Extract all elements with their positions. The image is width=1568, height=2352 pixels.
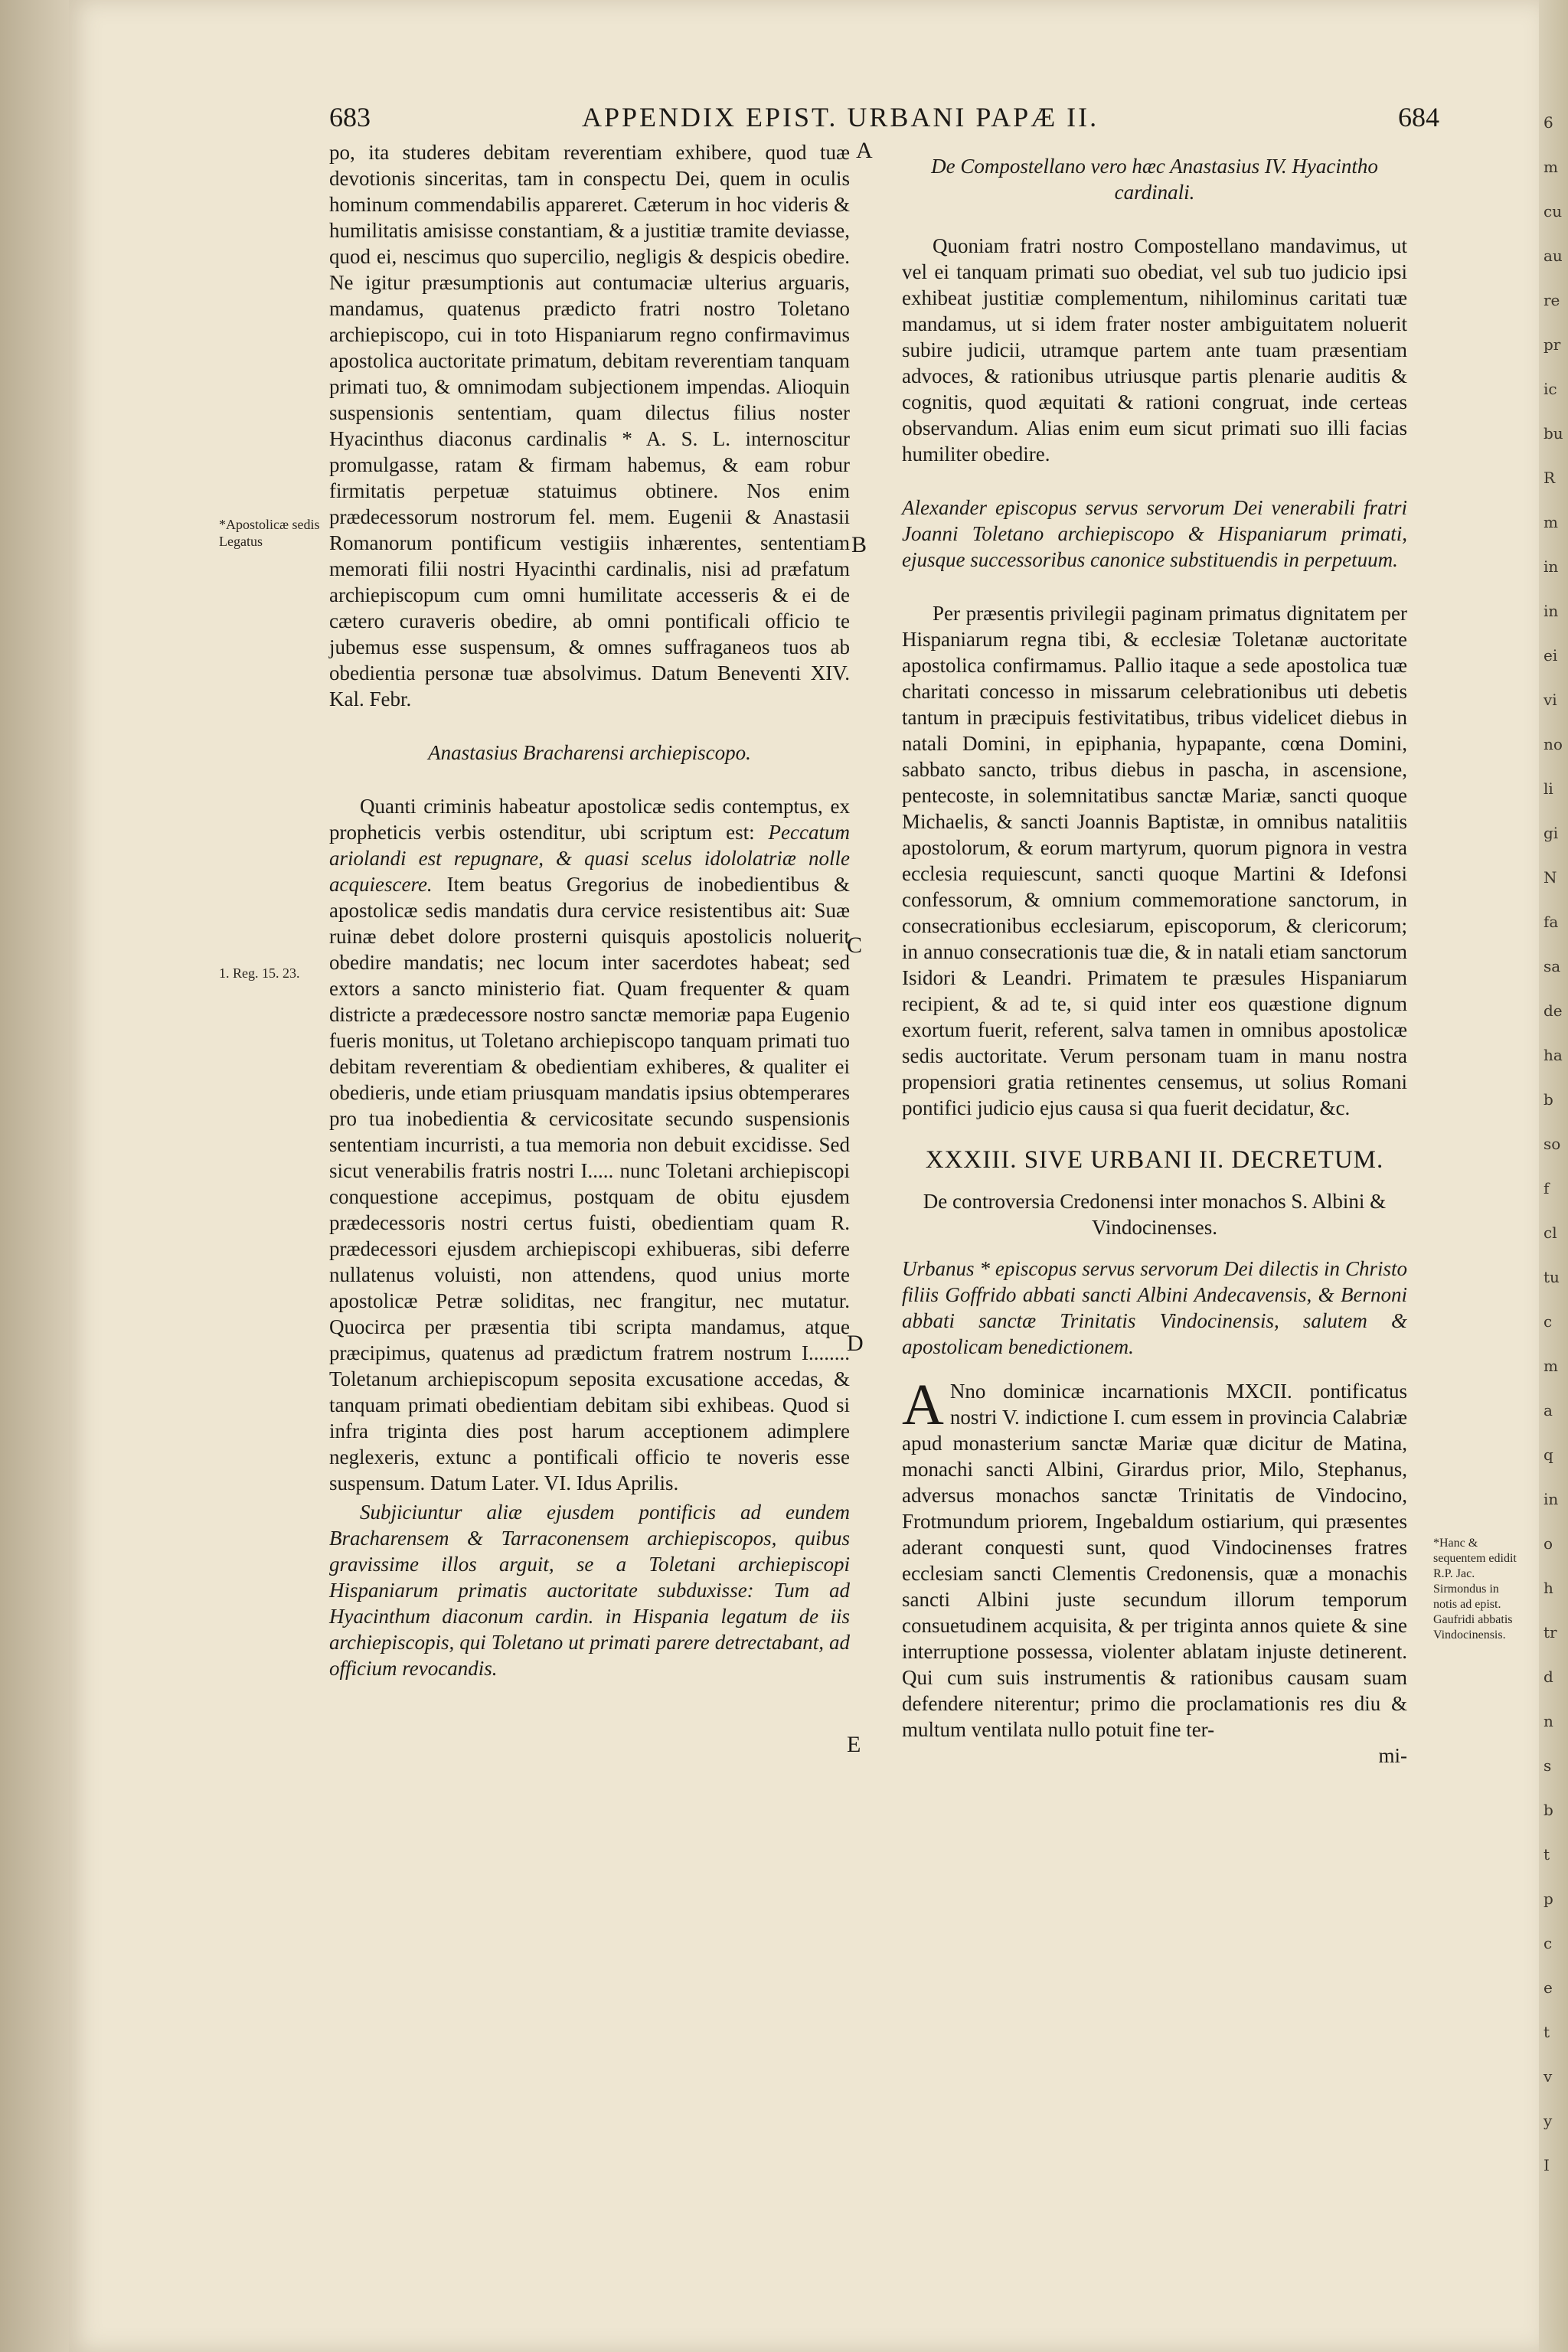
edge-fragment: I — [1544, 2156, 1550, 2174]
right-paragraph-3 — [902, 1373, 1407, 1743]
edge-fragment: vi — [1544, 691, 1557, 709]
edge-fragment: re — [1544, 291, 1560, 309]
section-letter-d: D — [847, 1331, 864, 1356]
section-title: XXXIII. SIVE URBANI II. DECRETUM. — [925, 1146, 1384, 1174]
section-letter-e: E — [847, 1732, 861, 1757]
edge-fragment: e — [1544, 1978, 1553, 1997]
page-number-right: 684 — [1398, 102, 1439, 132]
edge-fragment: 6 — [1544, 113, 1553, 132]
edge-fragment: ic — [1544, 380, 1557, 398]
right-heading-compostellano: De Compostellano vero hæc Anastasius IV. Hyacintho cardinali. — [931, 155, 1378, 204]
edge-fragment: b — [1544, 1801, 1553, 1819]
catchword: mi- — [1378, 1744, 1407, 1767]
edge-fragment: m — [1544, 513, 1558, 531]
edge-fragment: fa — [1544, 913, 1559, 931]
edge-fragment: in — [1544, 602, 1559, 620]
section-letter-b: B — [851, 532, 867, 557]
edge-fragment: R — [1544, 469, 1556, 487]
left-paragraph-2c: Item beatus Gregorius de inobedientibus & apostolicæ sedis mandatis dura cervice resistentibus ait: Suæ ruinæ debet dolore prosterni quisquis apostolicis noluerit obedire mandatis; nec locum inter sacerdotes habeat; sed extors a sancto ministerio fiat. Quam frequenter & quam districte a prædecessore nostro sanctæ memoriæ papa Eugenio fueris monitus, ut Toletano archiepiscopo tanquam primati tuo debitam reverentiam & obedientiam exhiberes, & qualiter ei obedieris, unde etiam priusquam mandatis ipsius obtemperares pro tua inobedientia & cervicositate secundo suspensionis sententiam incurristi, a tua memoria non debuit excidisse. Sed sicut venerabilis fratris nostri I..... nunc Toletani archiepiscopi conquestione accepimus, postquam de obitu ejusdem prædecessoris nostri certus fuisti, obedientiam quam R. prædecessori ejusdem archiepiscopi exhibueras, sibi deferre nullatenus voluisti, non attendens, quod unius morte apostolicæ Petræ soliditas, nec frangitur, nec mutatur. Quocirca per præsentia tibi scripta mandamus, atque præcipimus, quatenus ad prædictum fratrem nostrum I........ Toletanum archiepiscopum seposita excusatione accedas, & tanquam primati obedientiam debitam sibi exhibeas. Quod si infra triginta dies post harum acceptionem adimplere neglexeris, extunc a pontificali officio te noveris esse suspensum. Datum Later. VI. Idus Aprilis. — [329, 873, 850, 1494]
edge-fragment: b — [1544, 1090, 1553, 1109]
letter-address: Urbanus * episcopus servus servorum Dei dilectis in Christo filiis Goffrido abbati sancti Albini Andecavensis, & Bernoni abbati sanctæ Trinitatis Vindocinensis, salutem & apostolicam benedictionem. — [902, 1257, 1407, 1358]
edge-fragment: t — [1544, 1845, 1550, 1864]
next-page-edge — [1539, 0, 1568, 2352]
left-heading-anastasius: Anastasius Bracharensi archiepiscopo. — [428, 741, 751, 764]
edge-fragment: f — [1544, 1179, 1550, 1197]
edge-fragment: q — [1544, 1446, 1553, 1464]
margin-note-reg: 1. Reg. 15. 23. — [219, 965, 300, 981]
edge-fragment: h — [1544, 1579, 1553, 1597]
margin-note-legatus: *Apostolicæ sedis Legatus — [219, 517, 320, 549]
edge-fragment: cl — [1544, 1223, 1557, 1242]
right-heading-alexander: Alexander episcopus servus servorum Dei venerabili fratri Joanni Toletano archiepiscopo & Hispaniarum primati, ejusque successoribus canonice substituendis in perpetuum. — [902, 496, 1407, 571]
edge-fragment: m — [1544, 1357, 1558, 1375]
right-paragraph-2: Per præsentis privilegii paginam primatus dignitatem per Hispaniarum regna tibi, & ecclesiæ Toletanæ auctoritate apostolica confirmamus. Pallio itaque a sede apostolica tuæ charitati concesso in missarum celebrationibus uti debetis tantum in præcipuis festivitatibus, tribus videlicet diebus in natali Domini, in epiphania, hypapante, cœna Domini, sabbato sancto, tribus diebus in pascha, in ascensione, pentecoste, in solemnitatibus sanctæ Mariæ, sancti quoque Michaelis, & sancti Joannis Baptistæ, in omnibus natalitiis apostolorum, & eorum martyrum, quorum pignora in vestra ecclesia requiescunt, sancti quoque Martini & Idefonsi confessorum, & omnium commemoratione sanctorum, in consecrationibus ecclesiarum, episcoporum, & clericorum; in annuo consecrationis tuæ die, & in natali etiam sanctorum Isidori & Leandri. Primatem te præsules Hispaniarum recipient, & ad te, si quid inter eos quæstione dignum exortum fuerit, referent, salva tamen in omnibus apostolicæ sedis auctoritate. Verum personam tuam in manu nostra propensiori gratia retinentes censemus, ut solius Romani pontifici judicio ejus causa si qua fuerit decidatur, &c. — [902, 602, 1407, 1119]
left-paragraph-3: Subjiciuntur aliæ ejusdem pontificis ad eundem Bracharensem & Tarraconensem archiepiscopos, quibus gravissime illos arguit, se a Toletani archiepiscopi Hispaniarum primatis auctoritate subduxisse: Tum ad Hyacinthum diaconum cardin. in Hispania legatum de iis archiepiscopis, qui Toletano ut primati parere detrectabant, ad officium revocandis. — [329, 1501, 850, 1680]
drop-cap: A — [902, 1373, 944, 1437]
edge-fragment: tr — [1544, 1623, 1557, 1642]
edge-fragment: ha — [1544, 1046, 1563, 1064]
edge-fragment: tu — [1544, 1268, 1560, 1286]
edge-fragment: c — [1544, 1934, 1553, 1952]
section-subtitle: De controversia Credonensi inter monachos S. Albini & Vindocinenses. — [923, 1190, 1387, 1239]
edge-fragment: t — [1544, 2023, 1550, 2041]
edge-fragment: so — [1544, 1135, 1561, 1153]
running-title: APPENDIX EPIST. URBANI PAPÆ II. — [582, 102, 1099, 132]
edge-fragment: bu — [1544, 424, 1563, 443]
edge-fragment: au — [1544, 247, 1563, 265]
edge-fragment: ei — [1544, 646, 1558, 665]
scripture-quote: Peccatum ariolandi est repugnare, & quasi scelus idololatriæ nolle acquiescere. — [329, 821, 850, 896]
edge-fragment: pr — [1544, 335, 1561, 354]
left-paragraph-1: po, ita studeres debitam reverentiam exhibere, quod tuæ devotionis sinceritas, tam in conspectu Dei, quem in oculis hominum commendabilis appareret. Cæterum in hoc videris & humilitatis amisisse constantiam, & a justitiæ tramite deviasse, quod ei, nescimus quo supercilio, negligis & despicis obedire. Ne igitur præsumptionis aut contumaciæ ulterius arguaris, mandamus, quatenus prædicto fratri nostro Toletano archiepiscopo, cui in toto Hispaniarum regno confirmavimus apostolica auctoritate primatum, debitam reverentiam tanquam primati tuo, & omnimodam subjectionem impendas. Alioquin suspensionis sententiam, quam dilectus filius noster Hyacinthus diaconus cardinalis * A. S. L. internoscitur promulgasse, ratam & firmam habemus, & eam robur firmitatis perpetuæ statuimus obtinere. Nos enim prædecessorum nostrorum fel. mem. Eugenii & Anastasii Romanorum pontificum vestigiis inhærentes, sententiam memorati filii nostri Hyacinthi cardinalis, nisi ad præfatum archiepiscopum cum omni humilitate accesseris & ei de cætero curaveris obedire, ab omni pontificali officio te jubemus esse suspensum, & omnes suffraganeos tuos ab obedientia personæ tuæ absolvimus. Datum Beneventi XIV. Kal. Febr. — [329, 141, 850, 710]
edge-fragment: gi — [1544, 824, 1559, 842]
edge-fragment: m — [1544, 158, 1558, 176]
edge-fragment: d — [1544, 1668, 1553, 1686]
edge-fragment: a — [1544, 1401, 1553, 1419]
section-letter-a: A — [856, 138, 873, 163]
edge-fragment: o — [1544, 1534, 1553, 1553]
edge-fragment: in — [1544, 557, 1559, 576]
right-column — [902, 153, 1407, 1769]
left-column — [329, 139, 850, 1681]
edge-fragment: y — [1544, 2112, 1553, 2130]
section-letter-c: C — [847, 933, 863, 958]
page-number-left: 683 — [329, 102, 371, 132]
edge-fragment: in — [1544, 1490, 1559, 1508]
edge-fragment: sa — [1544, 957, 1561, 975]
margin-note-sirmondus: *Hanc & sequentem edidit R.P. Jac. Sirmondus in notis ad epist. Gaufridi abbatis Vindocinensis. — [1433, 1537, 1517, 1642]
edge-fragment: no — [1544, 735, 1563, 753]
edge-fragment: p — [1544, 1890, 1553, 1908]
left-paragraph-2a: Quanti criminis habeatur apostolicæ sedis contemptus, ex propheticis verbis ostenditur, ubi scriptum est: — [329, 795, 850, 844]
right-paragraph-1: Quoniam fratri nostro Compostellano mandavimus, ut vel ei tanquam primati suo obediat, vel sub tuo judicio ipsi exhibeat justitiæ complementum, nihilominus caritati tuæ mandamus, ut si idem frater noster ambiguitatem noluerit subire judicii, utramque partem ante tuam præsentiam advoces, & rationibus utriusque partis plenarie auditis & cognitis, quod æquitati & rationi congruat, inde certeas observandum. Alias enim eum sicut primati suo illi facias humiliter obedire. — [902, 234, 1407, 466]
edge-fragment: cu — [1544, 202, 1563, 220]
edge-fragment: c — [1544, 1312, 1553, 1331]
right-paragraph-3-text: Nno dominicæ incarnationis MXCII. pontificatus nostri V. indictione I. cum essem in provincia Calabriæ apud monasterium sanctæ Mariæ quæ dicitur de Matina, monachi sancti Albini, Girardus prior, Milo, Stephanus, adversus monachos sanctæ Trinitatis de Vindocino, Frotmundum priorem, Ingebaldum ostiarium, qui præsentes aderant conquesti sunt, quod Vindocinenses fratres ecclesiam sancti Clementis Credonensis, quæ a monachis sancti Albini juste secundum illorum temporum consuetudinem acquisita, & per triginta annos quiete & sine interruptione possessa, violenter ablatam injuste detinerent. Qui cum suis instrumentis & rationibus causam suam defendere niterentur; primo die proclamationis res diu & multum ventilata nullo potuit fine ter- — [902, 1380, 1407, 1741]
edge-fragment: de — [1544, 1001, 1563, 1020]
left-paragraph-2 — [329, 793, 850, 1496]
edge-fragment: v — [1544, 2067, 1553, 2086]
edge-fragment: li — [1544, 779, 1553, 798]
edge-fragment: s — [1544, 1756, 1552, 1775]
edge-fragment: N — [1544, 868, 1557, 887]
edge-fragment: n — [1544, 1712, 1553, 1730]
